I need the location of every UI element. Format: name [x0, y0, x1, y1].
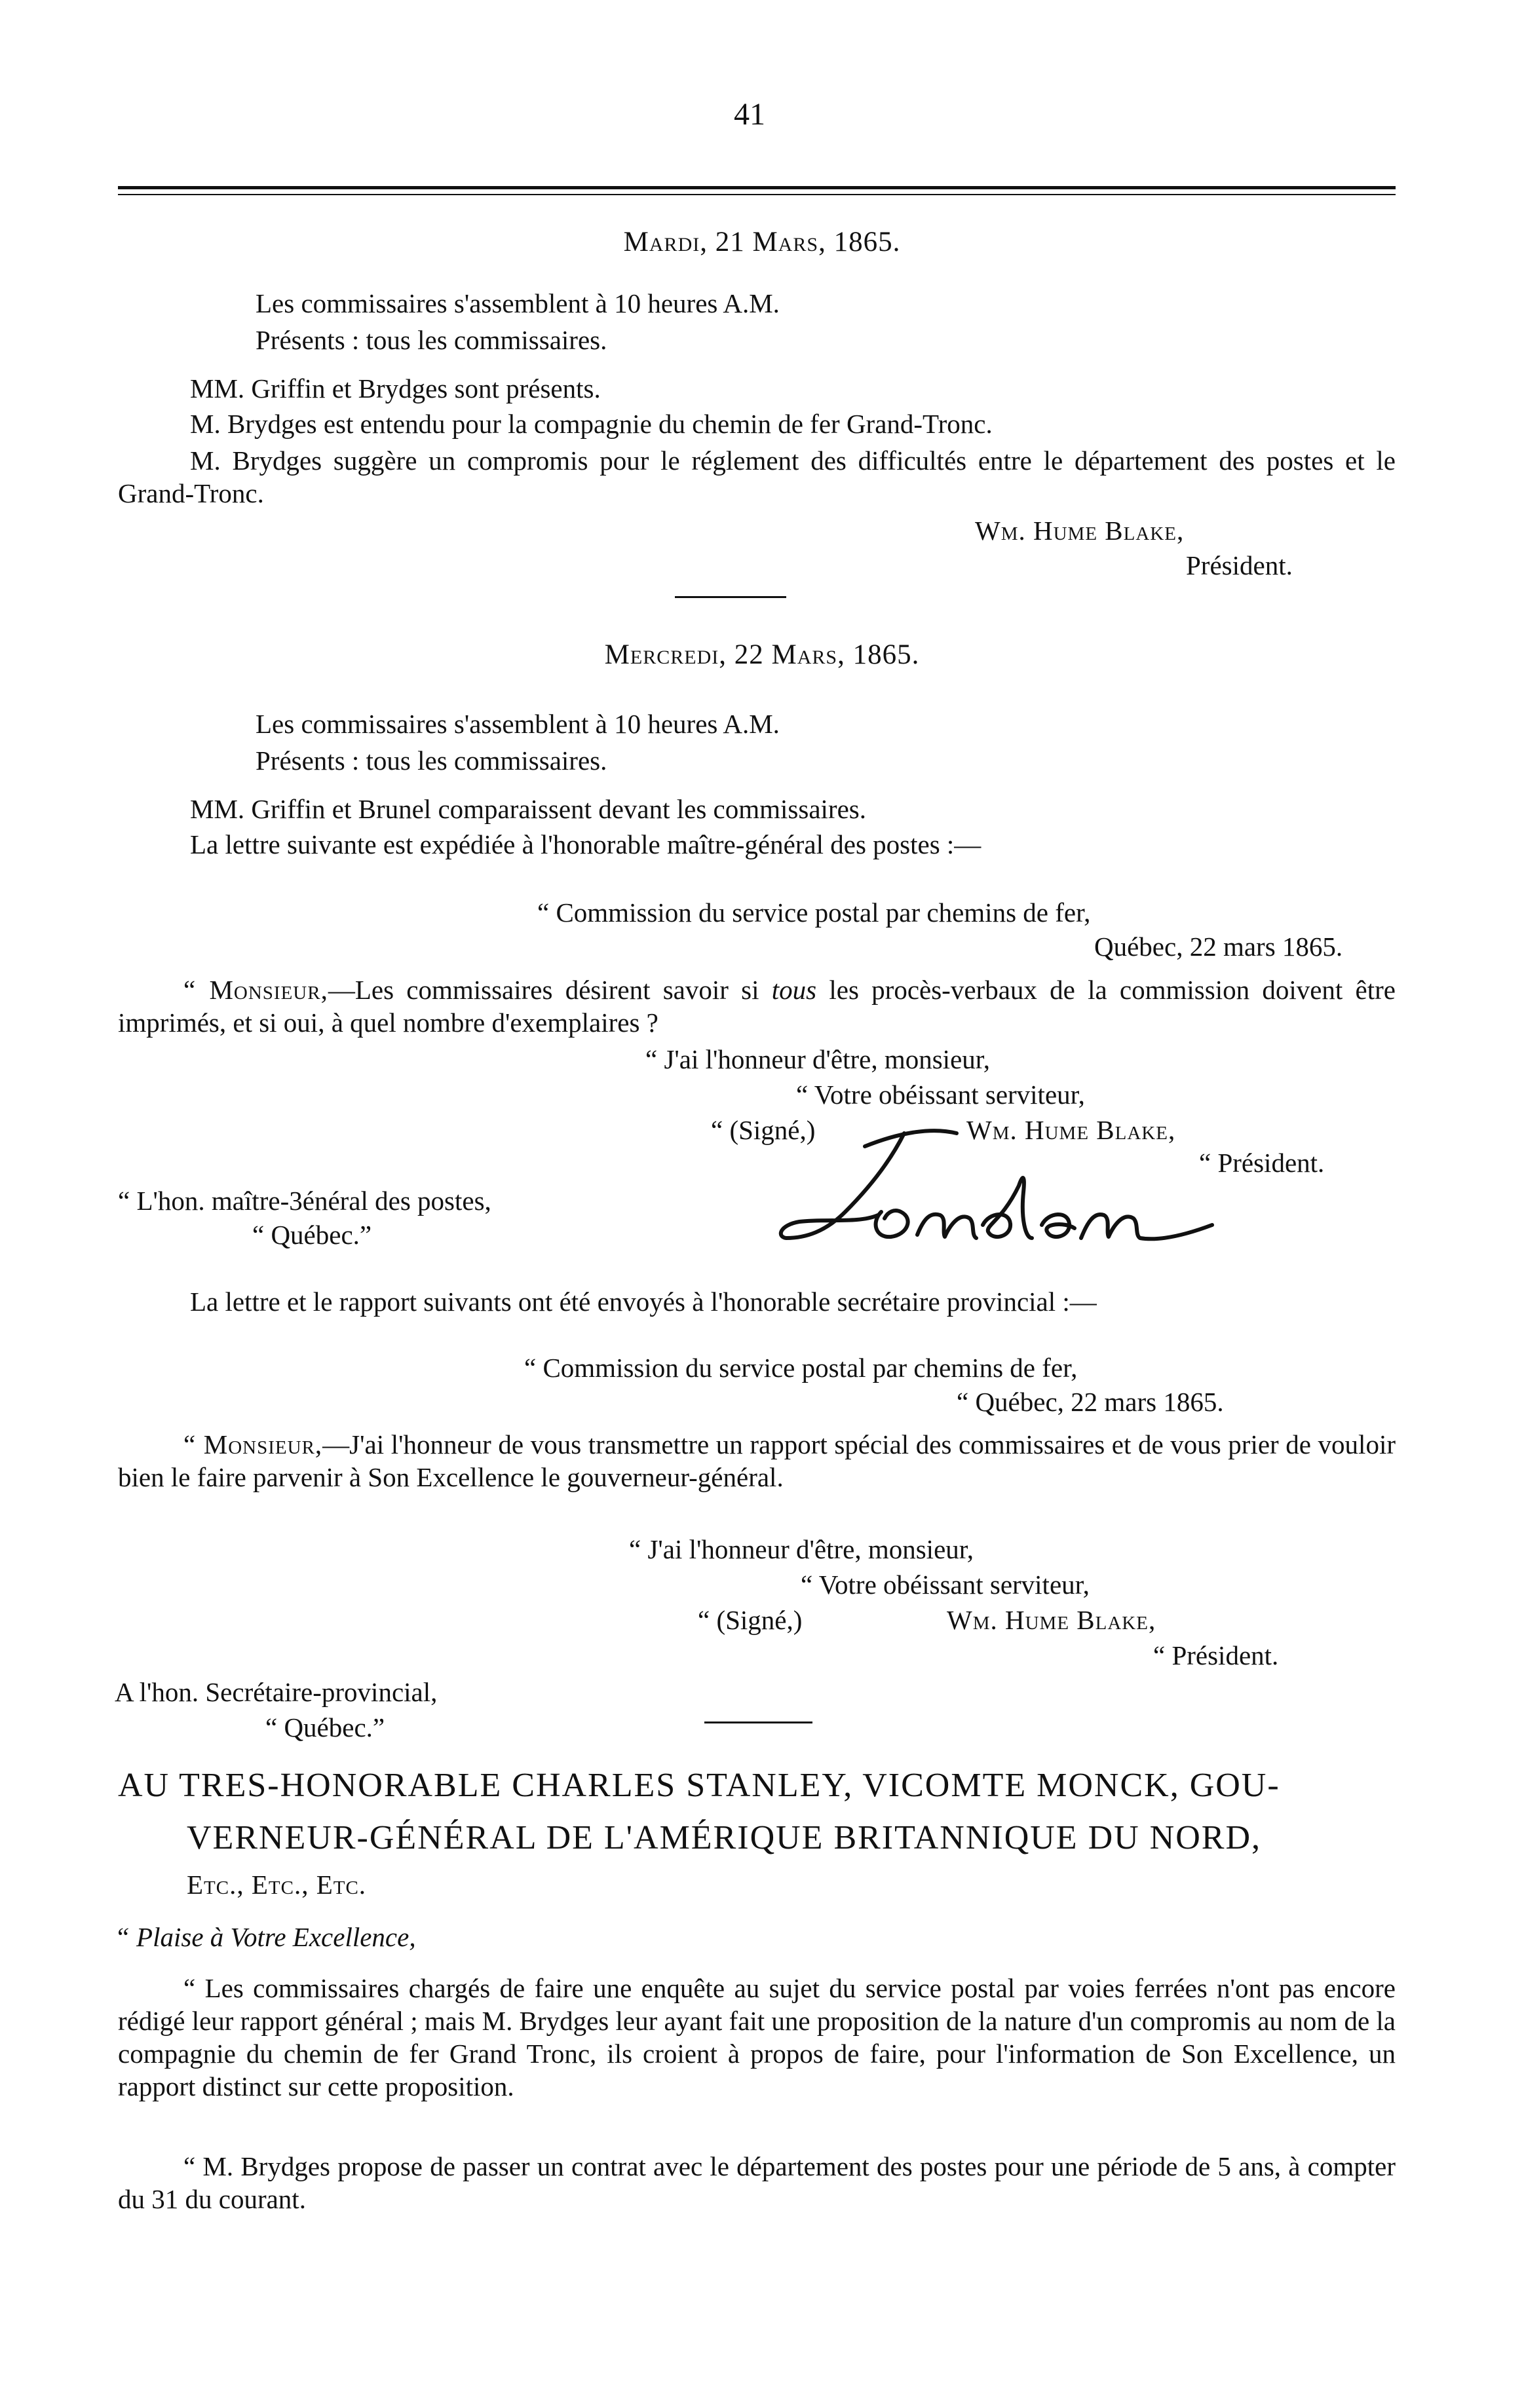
letter2-closing1: “ J'ai l'honneur d'être, monsieur, [629, 1534, 974, 1564]
entry2-line1: Les commissaires s'assemblent à 10 heures A.M. [256, 709, 780, 739]
entry1-line5: M. Brydges suggère un compromis pour le réglement des difficultés entre le département des postes et le Grand-Tronc. [118, 445, 1396, 508]
letter1-header-line1: “ Commission du service postal par chemins de fer, [537, 897, 1091, 928]
entry2-line2: Présents : tous les commissaires. [256, 745, 607, 776]
entry1-line3: MM. Griffin et Brydges sont présents. [190, 373, 601, 404]
entry1-line1: Les commissaires s'assemblent à 10 heures A.M. [256, 288, 780, 318]
letter2-closing2: “ Votre obéissant serviteur, [801, 1570, 1090, 1600]
top-rule-thick [118, 186, 1396, 189]
report-paragraph-1: “ Les commissaires chargés de faire une enquête au sujet du service postal par voies ferrées n'ont pas encore rédigé leur rapport général ; mais M. Brydges leur ayant fait une proposition de la nature d'un compromis au nom de la compagnie du chemin de fer Grand Tronc, ils croient à propos de faire, pour l'information de Son Excellence, un rapport distinct sur cette proposition. [118, 1973, 1396, 2101]
separator-rule-1 [675, 596, 786, 598]
letter2-sig-name: Wm. Hume Blake, [947, 1605, 1156, 1635]
letter2-addressee2: “ Québec.” [265, 1712, 385, 1742]
address-heading-line3: Etc., Etc., Etc. [187, 1870, 367, 1900]
entry1-signature-title: Président. [1186, 550, 1293, 580]
handwritten-signature-image [767, 1107, 1225, 1264]
letter2-signed: “ (Signé,) [698, 1605, 803, 1635]
letter1-sig-name: Wm. Hume Blake, [966, 1115, 1176, 1145]
entry-date-1: Mardi, 21 Mars, 1865. [623, 227, 901, 257]
letter1-body-emph: tous [771, 975, 817, 1005]
report-paragraph-2: “ M. Brydges propose de passer un contrat avec le département des postes pour une période de 5 ans, à compter du 31 du courant. [118, 2151, 1396, 2214]
entry1-line4: M. Brydges est entendu pour la compagnie du chemin de fer Grand-Tronc. [190, 409, 993, 439]
report-salutation: “ Plaise à Votre Excellence, [115, 1922, 416, 1952]
letter2-salutation: “ Monsieur, [183, 1429, 323, 1459]
letter2-body [118, 1428, 1396, 1494]
address-heading-line1: AU TRES-HONORABLE CHARLES STANLEY, VICOMTE MONCK, GOU- [118, 1767, 1280, 1804]
letter2-header-line2: “ Québec, 22 mars 1865. [957, 1387, 1224, 1417]
entry1-signature-name: Wm. Hume Blake, [975, 516, 1185, 546]
letter1-closing1: “ J'ai l'honneur d'être, monsieur, [645, 1044, 991, 1074]
letter2-sig-title: “ Président. [1153, 1640, 1279, 1670]
letter2-body-text: —J'ai l'honneur de vous transmettre un rapport spécial des commissaires et de vous prier de vouloir bien le faire parvenir à Son Excellence le gouverneur-général. [118, 1429, 1396, 1492]
entry2-line3: MM. Griffin et Brunel comparaissent devant les commissaires. [190, 794, 866, 824]
entry1-line2: Présents : tous les commissaires. [256, 325, 607, 355]
letter1-closing2: “ Votre obéissant serviteur, [796, 1080, 1085, 1110]
letter1-body [118, 973, 1396, 1039]
letter1-header-line2: Québec, 22 mars 1865. [1094, 931, 1343, 962]
letter1-body-rest: les procès-verbaux de la commission doivent être imprimés, et si oui, à quel nombre d'exemplaires ? [118, 975, 1396, 1038]
transition-line: La lettre et le rapport suivants ont été envoyés à l'honorable secrétaire provincial :— [190, 1287, 1097, 1317]
letter1-salutation: “ Monsieur, [183, 975, 328, 1005]
letter1-signed: “ (Signé,) [711, 1115, 816, 1145]
address-heading-line2: VERNEUR-GÉNÉRAL DE L'AMÉRIQUE BRITANNIQUE DU NORD, [187, 1819, 1262, 1856]
letter1-body-intro: —Les commissaires désirent savoir si [328, 975, 759, 1005]
entry2-line4: La lettre suivante est expédiée à l'honorable maître-général des postes :— [190, 829, 981, 859]
letter1-addressee1: “ L'hon. maître-3énéral des postes, [118, 1186, 491, 1216]
separator-rule-2 [704, 1721, 812, 1723]
letter1-addressee2: “ Québec.” [252, 1220, 372, 1250]
entry-date-2: Mercredi, 22 Mars, 1865. [604, 639, 920, 670]
top-rule-thin [118, 194, 1396, 195]
letter2-addressee1: A l'hon. Secrétaire-provincial, [115, 1677, 438, 1707]
handwritten-signature [767, 1107, 1225, 1264]
letter2-header-line1: “ Commission du service postal par chemins de fer, [524, 1353, 1078, 1383]
page-number: 41 [734, 97, 765, 132]
letter1-sig-title: “ Président. [1199, 1148, 1325, 1178]
